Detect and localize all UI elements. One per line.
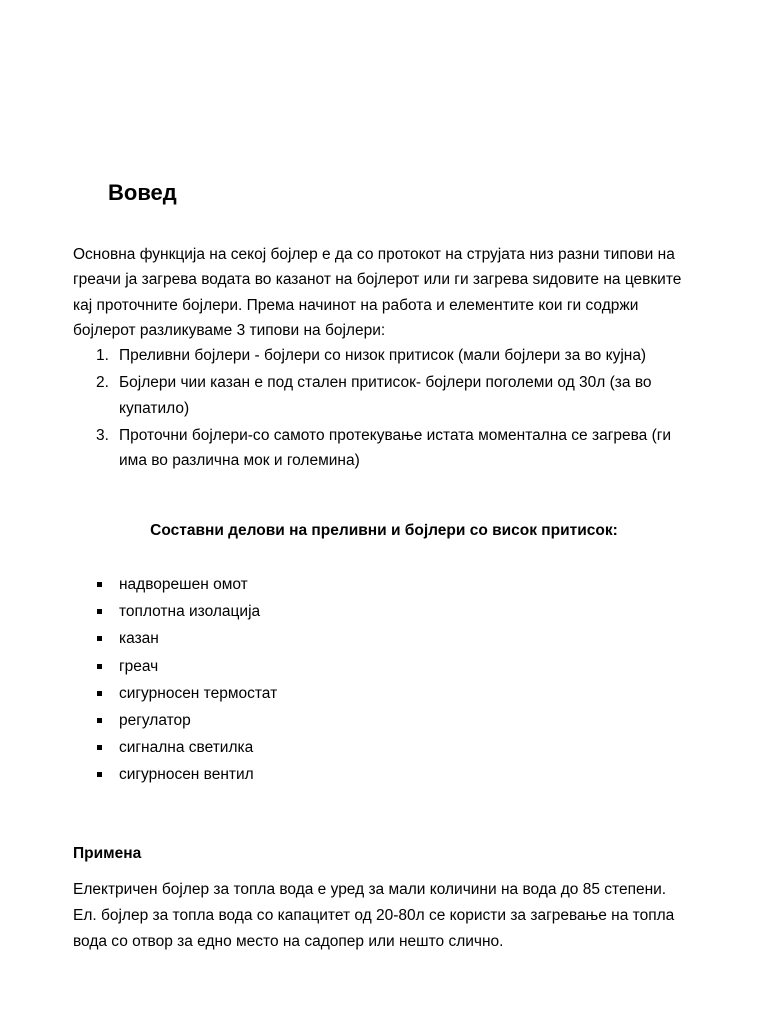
square-bullet-icon (97, 745, 102, 750)
square-bullet-icon (97, 772, 102, 777)
components-list (73, 571, 693, 789)
list-item-text: греач (119, 657, 159, 675)
list-item-text: сигурносен вентил (119, 766, 254, 784)
list-number: 2. (96, 374, 109, 392)
list-item (73, 571, 693, 598)
intro-paragraph: Основна функција на секој бојлер е да со протокот на струјата низ разни типови на греачи ја загрева водата во казанот на бојлерот или ги загрева ѕидовите на цевките кај проточните бојлери. Према начинот на работа и елементите кои ги содржи бојлерот разликуваме 3 типови на бојлери: (73, 246, 682, 339)
list-item-text: Преливни бојлери - бојлери со низок притисок (мали бојлери за во кујна) (119, 347, 647, 364)
square-bullet-icon (97, 636, 102, 641)
list-number: 1. (96, 347, 109, 364)
list-item-text: топлотна изолација (119, 603, 261, 621)
list-item (73, 423, 693, 474)
list-item (73, 734, 693, 761)
list-item-text: регулатор (119, 712, 191, 730)
list-item-text: сигнална светилка (119, 739, 254, 757)
list-item (73, 625, 693, 652)
components-heading: Составни делови на преливни и бојлери со висок притисок: (150, 522, 618, 539)
square-bullet-icon (97, 664, 102, 669)
list-item (73, 707, 693, 734)
square-bullet-icon (97, 691, 102, 696)
list-item-text: Бојлери чии казан е под сталeн притисок- бојлери поголеми од 30л (за во купатило) (119, 374, 652, 417)
list-item-text: сигурносен термостат (119, 684, 278, 702)
list-item (73, 370, 693, 421)
boiler-types-list (73, 343, 693, 475)
list-item (73, 343, 693, 368)
list-item (73, 761, 693, 788)
square-bullet-icon (97, 582, 102, 587)
square-bullet-icon (97, 718, 102, 723)
page-title: Вовед (108, 180, 177, 205)
list-item-text: казан (119, 630, 159, 648)
usage-heading: Примена (73, 845, 142, 862)
square-bullet-icon (97, 609, 102, 614)
list-item-text: надворешен омот (119, 576, 248, 593)
usage-paragraph: Електричен бојлер за топла вода е уред за мали количини на вода до 85 степени. Ел. бојлер за топла вода со капацитет од 20-80л се користи за загревање на топла вода со отвор за едно место на садопер или нешто слично. (73, 881, 675, 950)
list-item-text: Проточни бојлери-со самото протекување истата моментална се загрева (ги има во различна мок и големина) (119, 426, 672, 470)
list-item (73, 680, 693, 707)
list-number: 3. (96, 426, 109, 444)
list-item (73, 598, 693, 625)
list-item (73, 653, 693, 680)
